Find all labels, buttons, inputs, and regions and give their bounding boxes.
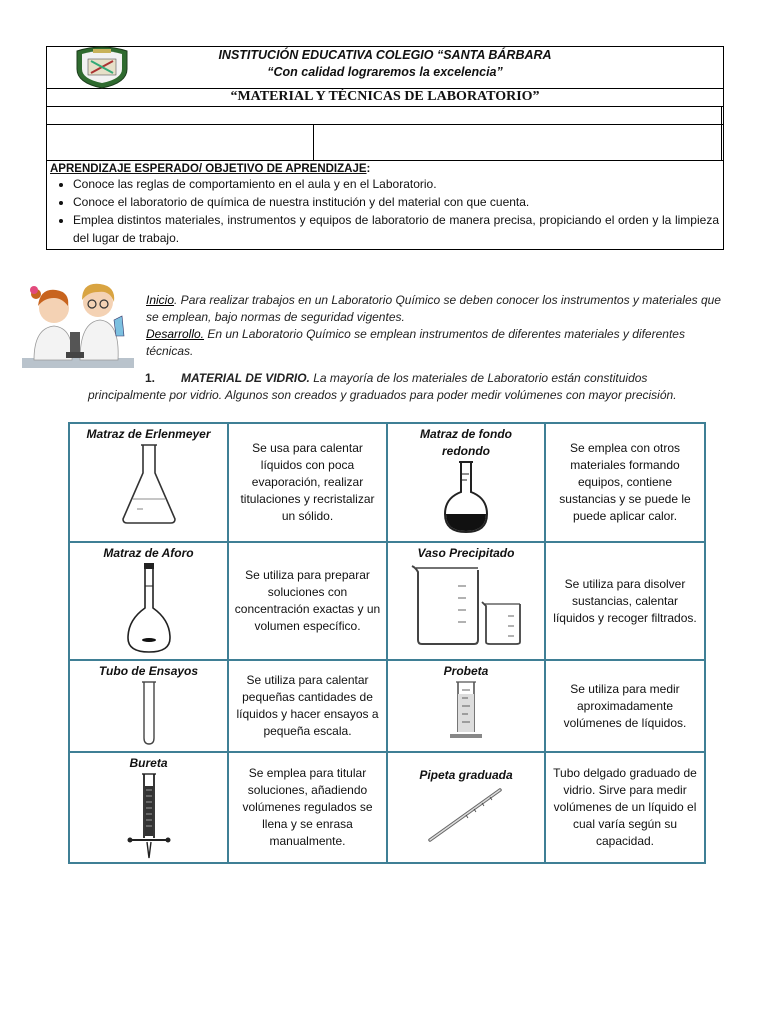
- material-description: Se utiliza para calentar pequeñas cantidades de líquidos y hacer ensayos a pequeña escala.: [236, 673, 379, 738]
- material-description: Tubo delgado graduado de vidrio. Sirve para medir volúmenes de un líquido el cual varía según su capacidad.: [553, 766, 697, 848]
- blank-field-cell[interactable]: [47, 125, 314, 161]
- material-name: Tubo de Ensayos: [98, 664, 199, 678]
- desarrollo-label: Desarrollo.: [146, 327, 205, 341]
- school-logo-icon: [71, 45, 133, 89]
- material-image-cell: [387, 752, 545, 863]
- inicio-text: . Para realizar trabajos en un Laboratorio Químico se deben conocer los instrumentos y materiales que se emplean, bajo normas de seguridad vigentes.: [146, 293, 721, 324]
- blank-field-cell[interactable]: [314, 125, 722, 161]
- round-flask-icon: [441, 460, 491, 534]
- objective-item: • Conoce el laboratorio de química de nuestra institución y del material con que cuenta.: [73, 193, 719, 211]
- material-desc-cell: [228, 542, 387, 660]
- material-description: Se emplea con otros materiales formando equipos, contiene sustancias y se puede le puede aplicar calor.: [559, 441, 691, 523]
- header-table: [46, 46, 724, 250]
- kids-lab-illustration: [22, 276, 134, 370]
- material-name: Bureta: [129, 756, 168, 770]
- document-title: “MATERIAL Y TÉCNICAS DE LABORATORIO”: [47, 89, 724, 107]
- material-description: Se usa para calentar líquidos con poca evaporación, realizar titulaciones y recristalizar un sólido.: [240, 441, 375, 523]
- desarrollo-text: En un Laboratorio Químico se emplean instrumentos de diferentes materiales y diferentes técnicas.: [146, 327, 685, 358]
- inicio-label: Inicio: [146, 293, 175, 307]
- section-text: La mayoría de los materiales de Laboratorio están constituidos principalmente por vidrio. Algunos son creados y graduados para poder medir volúmenes con mayor precisión.: [88, 371, 677, 402]
- material-description: Se emplea para titular soluciones, añadiendo volúmenes regulados se llena y se enrasa manualmente.: [242, 766, 373, 848]
- beaker-icon: [408, 562, 524, 646]
- material-name: Matraz de fondo redondo: [420, 427, 512, 458]
- materials-table: [68, 422, 706, 864]
- material-desc-cell: [545, 752, 705, 863]
- material-name: Matraz de Erlenmeyer: [86, 427, 211, 441]
- intro-text: [146, 292, 726, 360]
- burette-icon: [124, 772, 174, 860]
- objectives-heading: [47, 161, 723, 175]
- volumetric-flask-icon: [124, 562, 174, 654]
- test-tube-icon: [139, 680, 159, 746]
- section-1-paragraph: [88, 370, 708, 404]
- objectives-heading-text: APRENDIZAJE ESPERADO/ OBJETIVO DE APRENDIZAJE: [50, 163, 367, 175]
- blank-field-cell[interactable]: [47, 107, 722, 125]
- objectives-heading-colon: :: [366, 163, 371, 175]
- material-image-cell: [69, 542, 228, 660]
- material-image-cell: [387, 542, 545, 660]
- school-header-cell: [47, 47, 724, 89]
- material-name: Vaso Precipitado: [417, 546, 515, 560]
- erlenmeyer-flask-icon: [119, 443, 179, 525]
- material-desc-cell: [545, 542, 705, 660]
- material-image-cell: [69, 423, 228, 542]
- material-image-cell: [69, 660, 228, 752]
- material-image-cell: [387, 660, 545, 752]
- school-slogan: “Con calidad lograremos la excelencia”: [267, 65, 503, 79]
- table-row: [69, 542, 705, 660]
- school-name: INSTITUCIÓN EDUCATIVA COLEGIO “SANTA BÁRBARA: [218, 48, 552, 62]
- objectives-cell: [47, 161, 724, 250]
- material-description: Se utiliza para disolver sustancias, calentar líquidos y recoger filtrados.: [553, 576, 697, 625]
- material-desc-cell: [545, 423, 705, 542]
- objectives-list: [47, 175, 723, 249]
- objective-item: • Conoce las reglas de comportamiento en el aula y en el Laboratorio.: [73, 175, 719, 193]
- material-name: Pipeta graduada: [419, 768, 513, 782]
- objective-item: • Emplea distintos materiales, instrumentos y equipos de laboratorio de manera precisa, propiciando el orden y la limpieza del lugar de trabajo.: [73, 211, 719, 247]
- table-row: [69, 660, 705, 752]
- section-label: MATERIAL DE VIDRIO.: [181, 371, 310, 385]
- material-name: Probeta: [443, 664, 489, 678]
- blank-field-cell[interactable]: [721, 125, 723, 161]
- material-desc-cell: [545, 660, 705, 752]
- pipette-icon: [426, 784, 506, 844]
- blank-field-cell[interactable]: [721, 107, 723, 125]
- material-description: Se utiliza para preparar soluciones con concentración exactas y un volumen específico.: [234, 568, 381, 633]
- table-row: [69, 423, 705, 542]
- material-desc-cell: [228, 752, 387, 863]
- material-name: Matraz de Aforo: [103, 546, 194, 560]
- graduated-cylinder-icon: [446, 680, 486, 740]
- section-number: 1.: [145, 371, 156, 385]
- material-desc-cell: [228, 423, 387, 542]
- material-image-cell: [387, 423, 545, 542]
- material-description: Se utiliza para medir aproximadamente volúmenes de líquidos.: [563, 681, 687, 730]
- table-row: [69, 752, 705, 863]
- material-image-cell: [69, 752, 228, 863]
- material-desc-cell: [228, 660, 387, 752]
